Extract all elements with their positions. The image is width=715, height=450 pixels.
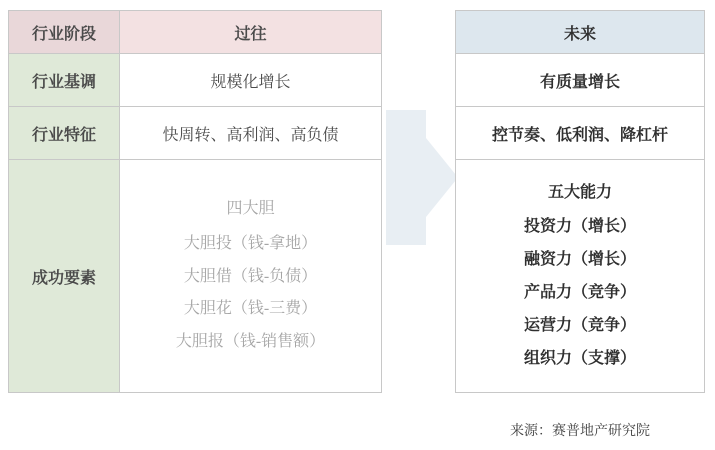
past-success-factors-list [120,193,381,359]
past-success-factors-cell [120,160,382,393]
future-capability-item: 组织力（支撑） [523,349,636,367]
table-row [9,54,382,107]
past-stage-table [8,10,382,393]
future-capabilities-list [456,177,704,376]
table-row [456,54,705,107]
table-row [456,11,705,54]
table-row [9,107,382,160]
future-capabilities-title: 五大能力 [547,183,612,201]
past-success-item: 大胆借（钱-负债） [183,267,318,285]
table-row [9,11,382,54]
future-capability-item: 投资力（增长） [523,218,636,236]
past-success-item: 大胆花（钱-三费） [183,300,318,318]
future-capability-item: 运营力（竞争） [523,316,636,334]
future-capabilities-cell [456,160,705,393]
future-stage-table [455,10,705,393]
future-capability-item: 融资力（增长） [523,251,636,269]
past-success-title: 四大胆 [226,200,275,217]
table-row [456,160,705,393]
row-label-industry-traits: 行业特征 [9,107,120,160]
source-caption: 来源：赛普地产研究院 [510,424,650,439]
table-row [9,160,382,393]
past-success-item: 大胆投（钱-拿地） [183,234,318,252]
future-capability-item: 产品力（竞争） [523,284,636,301]
row-label-success-factors: 成功要素 [9,160,120,393]
past-column-header: 过往 [120,11,382,54]
row-label-industry-stage: 行业阶段 [9,11,120,54]
past-success-item: 大胆报（钱-销售额） [175,333,326,351]
past-industry-tone-value: 规模化增长 [120,54,382,107]
future-column-header: 未来 [456,11,705,54]
past-industry-traits-value: 快周转、高利润、高负债 [120,107,382,160]
right-arrow-icon [386,110,458,245]
row-label-industry-tone: 行业基调 [9,54,120,107]
table-row [456,107,705,160]
future-industry-tone-value: 有质量增长 [456,54,705,107]
future-industry-traits-value: 控节奏、低利润、降杠杆 [456,107,705,160]
